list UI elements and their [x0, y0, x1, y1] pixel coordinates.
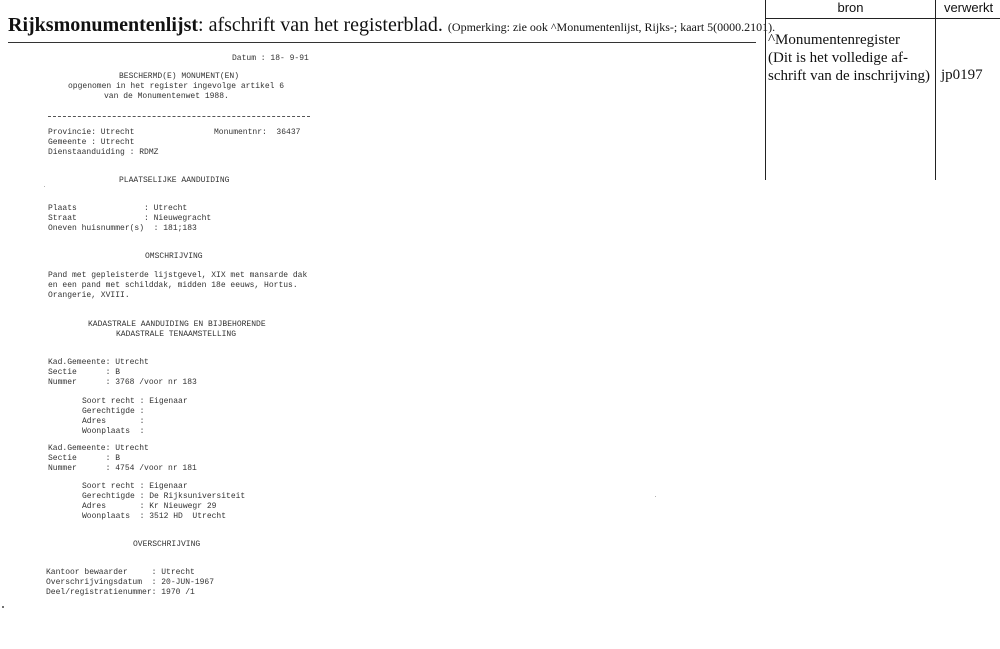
header-title [8, 14, 775, 37]
overschrijving-line: Overschrijvingsdatum : 20-JUN-1967 [46, 578, 215, 587]
scan-speck [2, 606, 4, 608]
perceel-line: Kad.Gemeente: Utrecht [48, 444, 149, 453]
huisnummer-line: Oneven huisnummer(s) : 181;183 [48, 224, 197, 233]
bron-line: ^Monumentenregister [768, 32, 901, 48]
perceel-line: Sectie : B [48, 368, 121, 377]
perceel-line: Adres : [82, 417, 145, 426]
perceel-line: Woonplaats : [82, 427, 145, 436]
bron-cell [768, 31, 936, 85]
section-heading: OVERSCHRIJVING [133, 540, 201, 549]
header-rule [8, 42, 756, 43]
section-heading: OMSCHRIJVING [145, 252, 203, 261]
bron-header: bron [766, 0, 936, 19]
scan-speck [44, 186, 45, 187]
perceel-line: Soort recht : Eigenaar [82, 397, 188, 406]
section-heading: KADASTRALE TENAAMSTELLING [116, 330, 237, 339]
scan-speck [655, 496, 656, 497]
perceel-line: Sectie : B [48, 454, 121, 463]
source-table [765, 0, 1000, 180]
perceel-line: Woonplaats : 3512 HD Utrecht [82, 512, 227, 521]
plaats-line: Plaats : Utrecht [48, 204, 188, 213]
perceel-line: Soort recht : Eigenaar [82, 482, 188, 491]
verwerkt-header: verwerkt [936, 0, 1000, 19]
title-rest: : afschrift van het registerblad. [198, 14, 443, 36]
heading-line: BESCHERMD(E) MONUMENT(EN) [119, 72, 240, 81]
verwerkt-cell: jp0197 [941, 67, 983, 83]
bron-line: schrift van de inschrijving) [768, 68, 931, 84]
provincie-line: Provincie: Utrecht [48, 128, 135, 137]
perceel-line: Gerechtigde : [82, 407, 145, 416]
omschrijving-line: en een pand met schilddak, midden 18e eeuws, Hortus. [48, 281, 298, 290]
perceel-line: Nummer : 4754 /voor nr 181 [48, 464, 197, 473]
deel-line: Deel/registratienummer: 1970 /1 [46, 588, 195, 597]
heading-line: van de Monumentenwet 1988. [104, 92, 229, 101]
heading-line: opgenomen in het register ingevolge artikel 6 [68, 82, 285, 91]
omschrijving-line: Pand met gepleisterde lijstgevel, XIX met mansarde dak [48, 271, 308, 280]
section-heading: PLAATSELIJKE AANDUIDING [119, 176, 230, 185]
datum-line: Datum : 18- 9-91 [232, 54, 309, 63]
straat-line: Straat : Nieuwegracht [48, 214, 212, 223]
title-bold: Rijksmonumentenlijst [8, 14, 199, 36]
section-heading: KADASTRALE AANDUIDING EN BIJBEHORENDE [88, 320, 266, 329]
perceel-line: Gerechtigde : De Rijksuniversiteit [82, 492, 246, 501]
gemeente-line: Gemeente : Utrecht [48, 138, 135, 147]
perceel-line: Nummer : 3768 /voor nr 183 [48, 378, 197, 387]
separator [48, 116, 310, 117]
monumentnr-line: Monumentnr: 36437 [214, 128, 301, 137]
bron-line: (Dit is het volledige af- [768, 50, 908, 66]
perceel-line: Adres : Kr Nieuwegr 29 [82, 502, 217, 511]
kantoor-line: Kantoor bewaarder : Utrecht [46, 568, 195, 577]
title-note: (Opmerking: zie ook ^Monumentenlijst, Rijks-; kaart 5(0000.2101). [447, 20, 776, 34]
perceel-line: Kad.Gemeente: Utrecht [48, 358, 149, 367]
omschrijving-line: Orangerie, XVIII. [48, 291, 130, 300]
dienst-line: Dienstaanduiding : RDMZ [48, 148, 159, 157]
